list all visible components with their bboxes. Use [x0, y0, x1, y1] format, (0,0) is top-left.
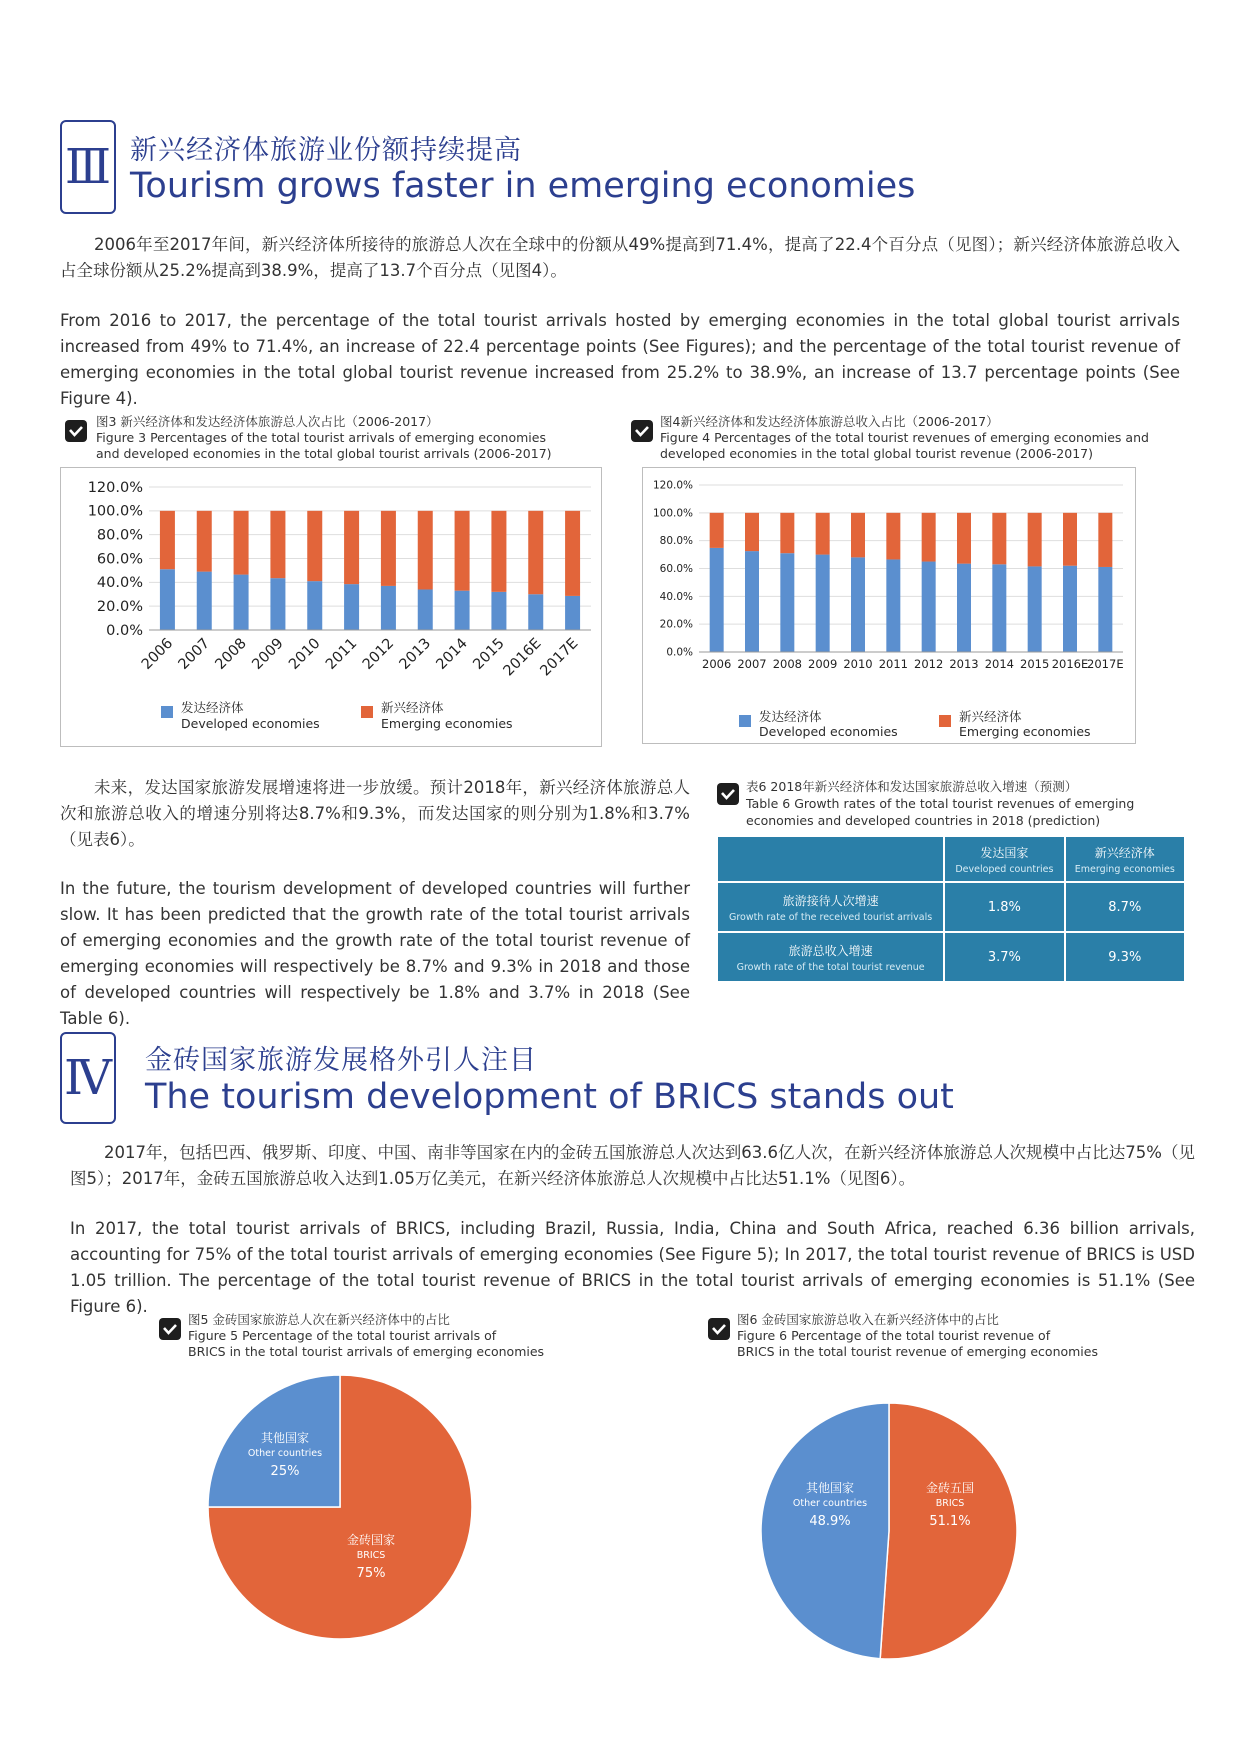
y-tick-label: 80.0%	[96, 527, 143, 544]
bar-developed	[816, 555, 830, 652]
figure-6-pie	[758, 1400, 1020, 1662]
bar-emerging	[565, 511, 580, 596]
y-tick-label: 100.0%	[652, 507, 693, 520]
bar-developed	[270, 578, 285, 630]
bar-developed	[234, 575, 249, 630]
y-tick-label: 40.0%	[96, 575, 143, 592]
section-4-paragraph-zh: 2017年，包括巴西、俄罗斯、印度、中国、南非等国家在内的金砖五国旅游总人次达到63.6亿人次，在新兴经济体旅游总人次规模中占比达75%（见图5）；2017年，金砖五国旅游总收入达到1.05万亿美元，在新兴经济体旅游总人次规模中占比达51.1%（见图6）。	[70, 1143, 1195, 1188]
figure-6-caption-en-2: BRICS in the total tourist revenue of emerging economies	[737, 1344, 1098, 1359]
x-tick-label: 2006	[702, 657, 732, 671]
y-tick-label: 20.0%	[659, 618, 693, 631]
x-tick-label: 2015	[470, 635, 508, 673]
col-developed-en: Developed countries	[955, 863, 1054, 875]
legend-emerging-zh: 新兴经济体	[959, 709, 1022, 724]
figure-5-pie	[205, 1372, 475, 1642]
table-6-caption-en-2: economies and developed countries in 2018 (prediction)	[746, 813, 1101, 828]
col-developed-zh: 发达国家	[980, 845, 1029, 860]
x-tick-label: 2006	[138, 635, 177, 673]
bar-emerging	[418, 511, 433, 590]
y-tick-label: 80.0%	[659, 535, 693, 548]
x-tick-label: 2009	[808, 657, 838, 671]
x-tick-label: 2007	[737, 657, 767, 671]
label-brics-zh: 金砖国家	[346, 1533, 395, 1547]
legend-developed-swatch	[739, 715, 751, 727]
legend-emerging-swatch	[939, 715, 951, 727]
checkmark-shield-icon	[707, 1317, 731, 1341]
x-tick-label: 2011	[878, 657, 908, 671]
bar-developed	[745, 551, 759, 652]
checkmark-shield-icon	[158, 1317, 182, 1341]
bar-developed	[780, 553, 794, 652]
table-row	[717, 882, 1185, 932]
col-emerging-zh: 新兴经济体	[1094, 845, 1155, 860]
y-tick-label: 60.0%	[96, 551, 143, 568]
legend-developed-zh: 发达经济体	[759, 709, 822, 724]
y-tick-label: 120.0%	[652, 479, 693, 492]
section-4-numeral: Ⅳ	[60, 1032, 116, 1124]
bar-emerging	[1063, 513, 1077, 566]
section-4-paragraph-en: In 2017, the total tourist arrivals of BRICS, including Brazil, Russia, India, China and South Africa, reached 6.36 billion arrivals, accounting for 75% of the total tourist arrivals of emerging economies (See Figure 5); In 2017, the total tourist revenue of BRICS is USD 1.05 trillion. The percentage of the total tourist revenue of BRICS in the total tourist arrivals of emerging economies is 51.1% (See Figure 6).	[70, 1219, 1195, 1316]
bar-emerging	[992, 513, 1006, 564]
table-col-developed	[944, 836, 1064, 882]
pie-slice-brics	[880, 1403, 1017, 1659]
section-3-paragraph-en: From 2016 to 2017, the percentage of the total tourist arrivals hosted by emerging economies in the total global tourist arrivals increased from 49% to 71.4%, an increase of 22.4 percentage points (See Figures); and the percentage of the total tourist revenue of emerging economies in the total global tourist revenue increased from 25.2% to 38.9%, an increase of 13.7 percentage points (See Figure 4).	[60, 311, 1180, 408]
bar-developed	[565, 596, 580, 630]
x-tick-label: 2010	[843, 657, 873, 671]
x-tick-label: 2017E	[537, 635, 582, 680]
row-label-zh: 旅游接待人次增速	[782, 893, 879, 908]
bar-developed	[418, 589, 433, 630]
figure-5-caption-en-2: BRICS in the total tourist arrivals of emerging economies	[188, 1344, 545, 1359]
x-tick-label: 2010	[286, 635, 324, 673]
legend-developed-swatch	[161, 706, 173, 718]
x-tick-label: 2009	[249, 635, 287, 673]
figure-6-label-brics	[905, 1480, 995, 1530]
cell-emerging: 9.3%	[1065, 932, 1185, 982]
bar-developed	[344, 584, 359, 630]
bar-developed	[1098, 567, 1112, 652]
bar-emerging	[745, 513, 759, 551]
bar-emerging	[270, 511, 285, 578]
checkmark-shield-icon	[64, 419, 88, 443]
figure-3-chart	[60, 467, 602, 747]
bar-developed	[528, 594, 543, 630]
legend-developed-zh: 发达经济体	[181, 700, 244, 715]
table-6-caption-zh: 表6 2018年新兴经济体和发达国家旅游总收入增速（预测）	[746, 779, 1078, 794]
checkmark-shield-icon	[630, 419, 654, 443]
x-tick-label: 2012	[914, 657, 944, 671]
checkmark-shield-icon	[716, 782, 740, 806]
x-tick-label: 2008	[212, 635, 250, 673]
bar-emerging	[780, 513, 794, 553]
bar-developed	[381, 586, 396, 630]
bar-developed	[491, 592, 506, 630]
x-tick-label: 2011	[323, 635, 361, 673]
x-tick-label: 2017E	[1087, 657, 1124, 671]
y-tick-label: 20.0%	[96, 599, 143, 615]
legend-emerging-swatch	[361, 706, 373, 718]
figure-4-svg	[643, 468, 1135, 743]
x-tick-label: 2014	[984, 657, 1014, 671]
bar-developed	[851, 557, 865, 652]
bar-emerging	[922, 513, 936, 562]
legend-developed-en: Developed economies	[759, 724, 898, 739]
table-header-row	[717, 836, 1185, 882]
section-4-title-en: The tourism development of BRICS stands out	[145, 1077, 954, 1117]
section-3-paragraph2-zh: 未来，发达国家旅游发展增速将进一步放缓。预计2018年，新兴经济体旅游总人次和旅游总收入的增速分别将达8.7%和9.3%，而发达国家的则分别为1.8%和3.7%（见表6）。	[60, 778, 690, 849]
figure-5-label-brics	[326, 1532, 416, 1582]
figure-5-caption	[188, 1312, 588, 1360]
label-other-pct: 25%	[270, 1464, 300, 1479]
figure-3-caption	[96, 414, 566, 462]
figure-5-label-other	[240, 1430, 330, 1480]
y-tick-label: 100.0%	[87, 503, 143, 520]
figure-4-caption-en-2: developed economies in the total global tourist revenue (2006-2017)	[660, 446, 1093, 461]
bar-developed	[160, 569, 175, 630]
x-tick-label: 2014	[433, 635, 471, 673]
bar-emerging	[455, 511, 470, 591]
figure-4-caption	[660, 414, 1200, 462]
y-tick-label: 40.0%	[659, 590, 693, 603]
y-tick-label: 0.0%	[666, 646, 693, 659]
bar-emerging	[1028, 513, 1042, 567]
figure-4-chart	[642, 467, 1136, 744]
bar-developed	[710, 548, 724, 652]
bar-emerging	[344, 511, 359, 584]
bar-emerging	[957, 513, 971, 564]
bar-emerging	[851, 513, 865, 558]
label-brics-pct: 75%	[356, 1566, 386, 1581]
bar-emerging	[307, 511, 322, 581]
col-emerging-en: Emerging economies	[1074, 863, 1175, 875]
figure-3-caption-en-1: Figure 3 Percentages of the total tourist arrivals of emerging economies	[96, 430, 546, 445]
cell-developed: 3.7%	[944, 932, 1064, 982]
x-tick-label: 2016E	[500, 635, 545, 680]
x-tick-label: 2007	[175, 635, 214, 673]
section-3-title-zh: 新兴经济体旅游业份额持续提高	[130, 135, 522, 166]
x-tick-label: 2012	[359, 635, 398, 673]
bar-emerging	[528, 511, 543, 594]
section-3-paragraph2-en: In the future, the tourism development of developed countries will further slow. It has been predicted that the growth rate of the total tourist arrivals of emerging economies and the growth rate of the total tourist revenue of emerging economies will respectively be 8.7% and 9.3% in 2018 and those of developed countries will respectively be 1.8% and 3.7% in 2018 (See Table 6).	[60, 879, 690, 1028]
pie-slice-other	[761, 1403, 889, 1659]
figure-3-caption-zh: 图3 新兴经济体和发达经济体旅游总人次占比（2006-2017）	[96, 414, 439, 429]
bar-emerging	[160, 511, 175, 569]
bar-developed	[455, 591, 470, 630]
figure-6-caption	[737, 1312, 1157, 1360]
section-4-title-zh: 金砖国家旅游发展格外引人注目	[145, 1045, 537, 1076]
bar-developed	[197, 572, 212, 630]
table-row	[717, 932, 1185, 982]
bar-developed	[307, 581, 322, 630]
bar-emerging	[197, 511, 212, 572]
table-6-caption	[746, 778, 1186, 829]
figure-6-caption-en-1: Figure 6 Percentage of the total tourist revenue of	[737, 1328, 1051, 1343]
bar-developed	[1063, 566, 1077, 652]
figure-3-legend	[161, 700, 581, 740]
legend-emerging-en: Emerging economies	[959, 724, 1091, 739]
row-label-en: Growth rate of the total tourist revenue	[736, 961, 925, 973]
x-tick-label: 2013	[396, 635, 435, 673]
legend-developed-en: Developed economies	[181, 716, 320, 731]
bar-developed	[1028, 566, 1042, 652]
row-label	[717, 882, 944, 932]
figure-5-caption-en-1: Figure 5 Percentage of the total tourist arrivals of	[188, 1328, 497, 1343]
figure-4-caption-en-1: Figure 4 Percentages of the total tourist revenues of emerging economies and	[660, 430, 1149, 445]
figure-5-caption-zh: 图5 金砖国家旅游总人次在新兴经济体中的占比	[188, 1312, 450, 1327]
table-corner-cell	[717, 836, 944, 882]
bar-developed	[957, 564, 971, 652]
section-3-numeral: Ⅲ	[60, 120, 116, 214]
y-tick-label: 120.0%	[87, 479, 143, 496]
x-tick-label: 2008	[772, 657, 802, 671]
label-other-zh: 其他国家	[805, 1481, 854, 1495]
label-other-zh: 其他国家	[260, 1431, 309, 1445]
bar-emerging	[234, 511, 249, 575]
table-6-caption-en-1: Table 6 Growth rates of the total tourist revenues of emerging	[746, 796, 1135, 811]
bar-emerging	[491, 511, 506, 592]
figure-4-legend	[739, 710, 1119, 744]
figure-6-caption-zh: 图6 金砖国家旅游总收入在新兴经济体中的占比	[737, 1312, 999, 1327]
figure-3-caption-en-2: and developed economies in the total global tourist arrivals (2006-2017)	[96, 446, 552, 461]
bar-developed	[886, 559, 900, 652]
figure-6-label-other	[785, 1480, 875, 1530]
bar-developed	[922, 562, 936, 652]
cell-developed: 1.8%	[944, 882, 1064, 932]
legend-emerging-en: Emerging economies	[381, 716, 513, 731]
label-other-en: Other countries	[247, 1448, 323, 1459]
row-label-zh: 旅游总收入增速	[788, 943, 873, 958]
bar-emerging	[886, 513, 900, 560]
x-tick-label: 2013	[949, 657, 979, 671]
bar-emerging	[1098, 513, 1112, 567]
label-brics-zh: 金砖五国	[925, 1481, 974, 1495]
table-6	[716, 835, 1186, 983]
cell-emerging: 8.7%	[1065, 882, 1185, 932]
label-brics-en: BRICS	[356, 1550, 386, 1561]
y-tick-label: 0.0%	[106, 622, 143, 639]
legend-emerging-zh: 新兴经济体	[381, 700, 444, 715]
section-3-title-en: Tourism grows faster in emerging economies	[130, 166, 916, 206]
label-brics-pct: 51.1%	[929, 1514, 971, 1529]
section-3-paragraph-zh: 2006年至2017年间，新兴经济体所接待的旅游总人次在全球中的份额从49%提高到71.4%，提高了22.4个百分点（见图）；新兴经济体旅游总收入占全球份额从25.2%提高到38.9%，提高了13.7个百分点（见图4）。	[60, 235, 1180, 280]
table-col-emerging	[1065, 836, 1185, 882]
bar-emerging	[710, 513, 724, 548]
label-brics-en: BRICS	[935, 1498, 965, 1509]
row-label-en: Growth rate of the received tourist arrivals	[729, 911, 933, 923]
figure-4-caption-zh: 图4新兴经济体和发达经济体旅游总收入占比（2006-2017）	[660, 414, 999, 429]
label-other-pct: 48.9%	[809, 1514, 851, 1529]
bar-emerging	[816, 513, 830, 555]
row-label	[717, 932, 944, 982]
y-tick-label: 60.0%	[659, 563, 693, 575]
bar-emerging	[381, 511, 396, 586]
label-other-en: Other countries	[792, 1498, 868, 1509]
bar-developed	[992, 564, 1006, 652]
x-tick-label: 2016E	[1051, 657, 1089, 671]
x-tick-label: 2015	[1020, 657, 1050, 671]
